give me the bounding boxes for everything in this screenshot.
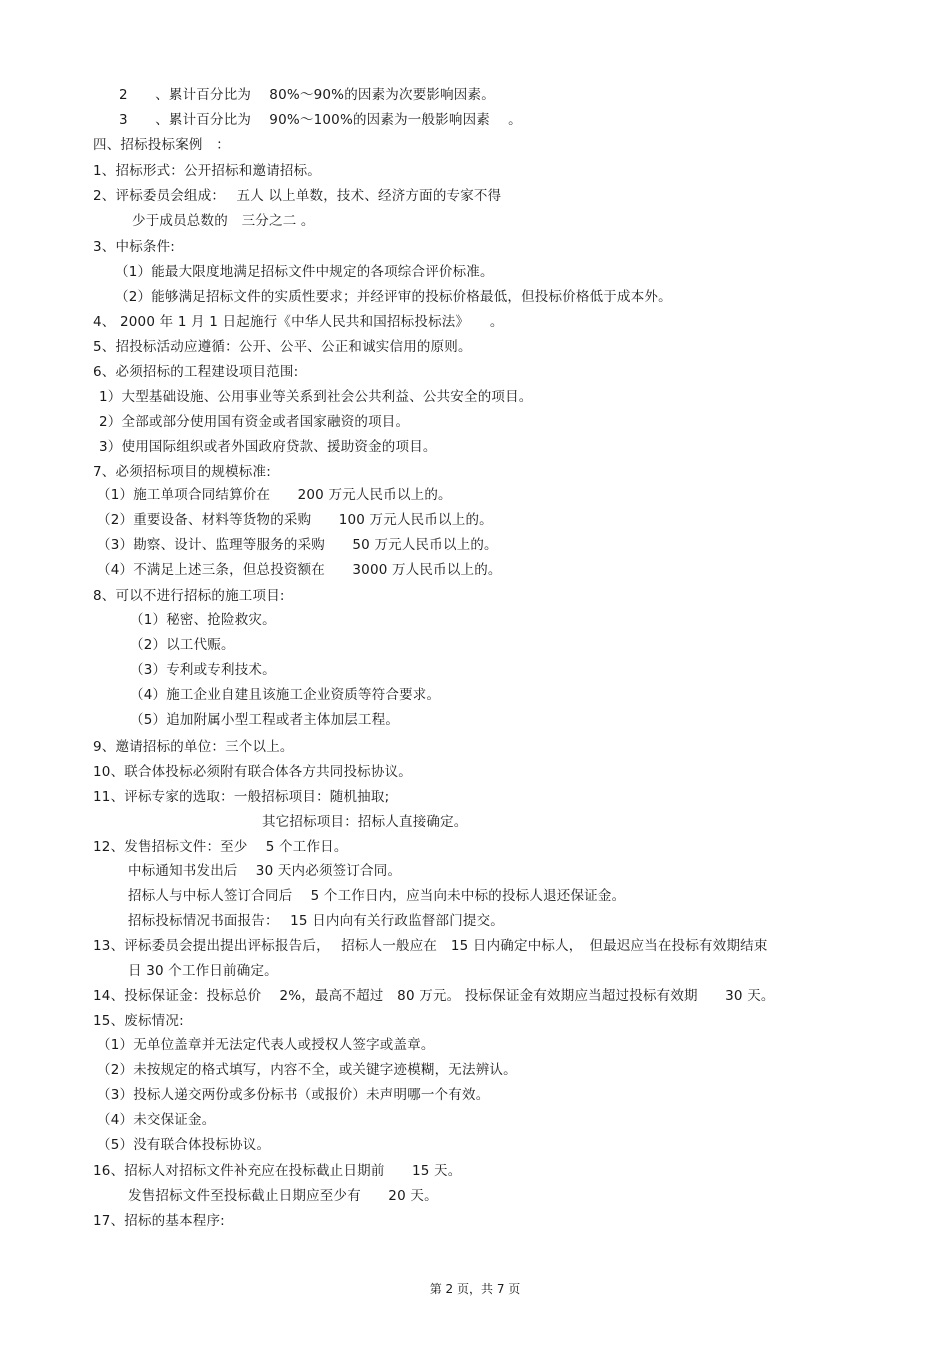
section-heading: 四、招标投标案例 ： — [93, 137, 230, 153]
text-line: 14、投标保证金：投标总价 2%，最高不超过 80 万元。 投标保证金有效期应当超过投标有效期 30 天。 — [93, 988, 775, 1004]
text-line: 10、联合体投标必须附有联合体各方共同投标协议。 — [93, 764, 412, 780]
text-line: （3）专利或专利技术。 — [130, 662, 276, 678]
text-line: （2）未按规定的格式填写，内容不全，或关键字迹模糊，无法辨认。 — [97, 1062, 517, 1078]
text-line: （5）没有联合体投标协议。 — [97, 1137, 271, 1153]
text-line: 2 、累计百分比为 80%～90%的因素为次要影响因素。 — [119, 87, 495, 103]
text-line: 3、中标条件: — [93, 239, 176, 255]
text-line: （3）勘察、设计、监理等服务的采购 50 万元人民币以上的。 — [97, 537, 498, 553]
text-line: 3）使用国际组织或者外国政府贷款、援助资金的项目。 — [99, 439, 437, 455]
text-line: 8、可以不进行招标的施工项目: — [93, 588, 285, 604]
text-line: （5）追加附属小型工程或者主体加层工程。 — [130, 712, 400, 728]
text-line: 13、评标委员会提出提出评标报告后， 招标人一般应在 15 日内确定中标人， 但最迟应当在投标有效期结束 — [93, 938, 768, 954]
text-line: 招标投标情况书面报告： 15 日内向有关行政监督部门提交。 — [128, 913, 505, 929]
text-line: 2、评标委员会组成： 五人 以上单数，技术、经济方面的专家不得 — [93, 188, 502, 204]
text-line: 15、废标情况: — [93, 1013, 184, 1029]
text-line: 12、发售招标文件：至少 5 个工作日。 — [93, 839, 348, 855]
text-line: 16、招标人对招标文件补充应在投标截止日期前 15 天。 — [93, 1163, 462, 1179]
text-line: 少于成员总数的 三分之二 。 — [132, 213, 315, 229]
text-line: 3 、累计百分比为 90%～100%的因素为一般影响因素 。 — [119, 112, 522, 128]
text-line: （4）不满足上述三条，但总投资额在 3000 万人民币以上的。 — [97, 562, 502, 578]
text-line: 中标通知书发出后 30 天内必须签订合同。 — [128, 863, 402, 879]
text-line: （1）无单位盖章并无法定代表人或授权人签字或盖章。 — [97, 1037, 435, 1053]
text-line: （1）能最大限度地满足招标文件中规定的各项综合评价标准。 — [115, 264, 494, 280]
text-line: 2）全部或部分使用国有资金或者国家融资的项目。 — [99, 414, 410, 430]
text-line: 6、必须招标的工程建设项目范围: — [93, 364, 299, 380]
text-line: 17、招标的基本程序: — [93, 1213, 225, 1229]
text-line: （4）施工企业自建且该施工企业资质等符合要求。 — [130, 687, 441, 703]
text-line: （2）重要设备、材料等货物的采购 100 万元人民币以上的。 — [97, 512, 493, 528]
text-line: （1）秘密、抢险救灾。 — [130, 612, 276, 628]
text-line: 5、招投标活动应遵循：公开、公平、公正和诚实信用的原则。 — [93, 339, 472, 355]
text-line: 11、评标专家的选取：一般招标项目：随机抽取; — [93, 789, 390, 805]
text-line: 7、必须招标项目的规模标准: — [93, 464, 271, 480]
text-line: 日 30 个工作日前确定。 — [128, 963, 278, 979]
text-line: （2）以工代赈。 — [130, 637, 235, 653]
text-line: 1）大型基础设施、公用事业等关系到社会公共利益、公共安全的项目。 — [99, 389, 533, 405]
text-line: （3）投标人递交两份或多份标书（或报价）未声明哪一个有效。 — [97, 1087, 490, 1103]
text-line: 招标人与中标人签订合同后 5 个工作日内，应当向未中标的投标人退还保证金。 — [128, 888, 626, 904]
page-number-footer: 第 2 页，共 7 页 — [429, 1282, 521, 1296]
text-line: （1）施工单项合同结算价在 200 万元人民币以上的。 — [97, 487, 452, 503]
text-line: 其它招标项目：招标人直接确定。 — [262, 814, 468, 830]
text-line: （2）能够满足招标文件的实质性要求；并经评审的投标价格最低，但投标价格低于成本外。 — [115, 289, 672, 305]
text-line: 4、 2000 年 1 月 1 日起施行《中华人民共和国招标投标法》 。 — [93, 314, 504, 330]
text-line: （4）未交保证金。 — [97, 1112, 216, 1128]
text-line: 9、邀请招标的单位：三个以上。 — [93, 739, 294, 755]
text-line: 1、招标形式：公开招标和邀请招标。 — [93, 163, 321, 179]
text-line: 发售招标文件至投标截止日期应至少有 20 天。 — [128, 1188, 438, 1204]
